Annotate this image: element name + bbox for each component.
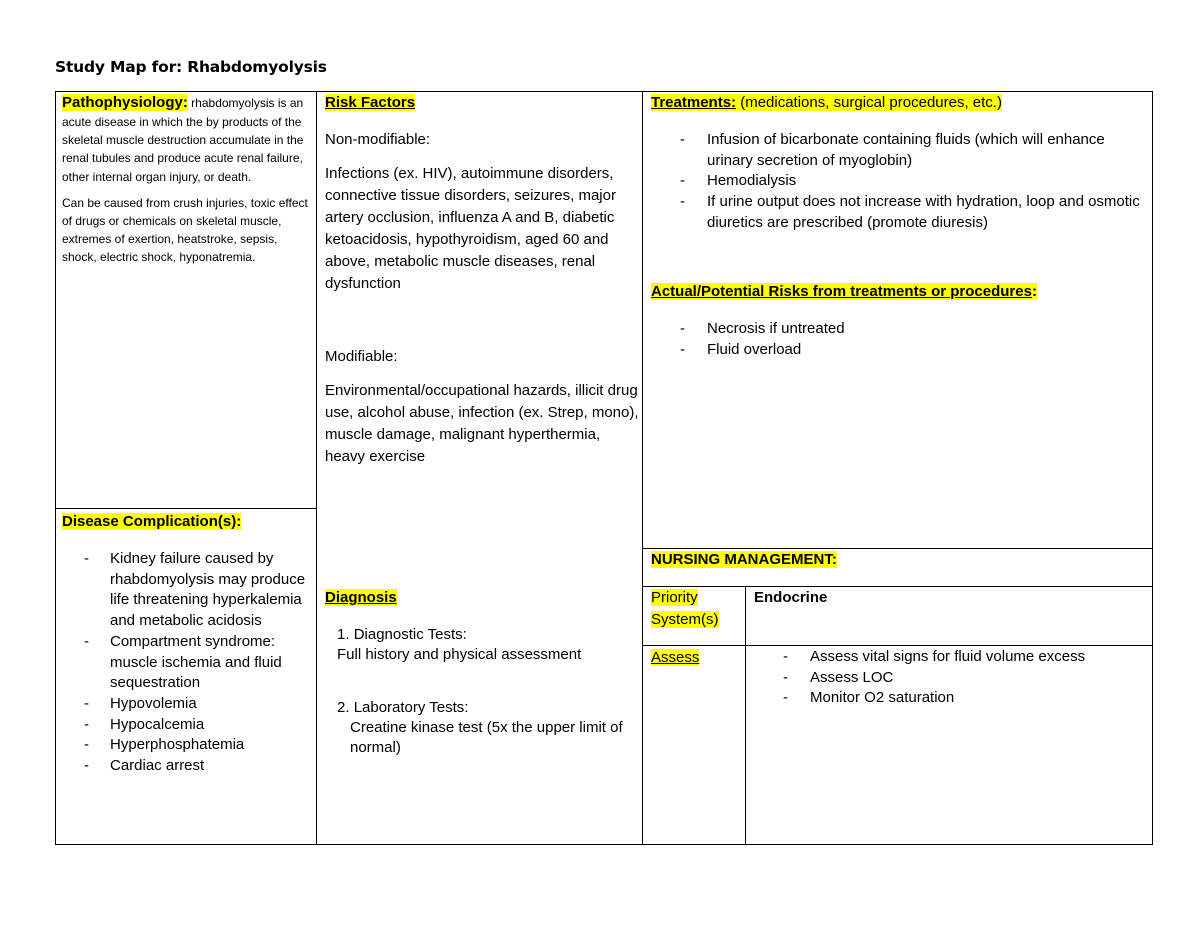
row-divider-left [55, 508, 317, 509]
nonmodifiable-text: Infections (ex. HIV), autoimmune disorders, connective tissue disorders, seizures, major artery occlusion, influenza A and B, diabetic ketoacidosis, hypothyroidism, aged 60 and above, metabolic muscle diseases, renal dysfunction [325, 165, 616, 292]
pathophysiology-cell [62, 93, 312, 267]
row-divider-assess [642, 645, 1153, 646]
modifiable-label: Modifiable: [325, 348, 398, 365]
pathophysiology-text: rhabdomyolysis is an acute disease in which the by products of the skeletal muscle destruction accumulate in the renal tubules and produce acute renal failure, other internal organ injury, or death. [62, 96, 304, 184]
laboratory-tests-number: 2. [337, 699, 350, 716]
document-title: Study Map for: Rhabdomyolysis [55, 58, 327, 76]
nursing-management-cell [651, 550, 1149, 570]
nursing-management-heading: NURSING MANAGEMENT: [651, 551, 837, 568]
list-item: - Hypocalcemia [55, 715, 307, 736]
list-item: - Necrosis if untreated [651, 319, 1149, 340]
treatments-heading: Treatments: [651, 94, 737, 111]
list-item: - Assess LOC [754, 668, 1149, 689]
treatments-subheading: (medications, surgical procedures, etc.) [736, 94, 1002, 111]
risk-factors-heading: Risk Factors [325, 94, 416, 111]
pathophysiology-causes: Can be caused from crush injuries, toxic effect of drugs or chemicals on skeletal muscle, extremes of exertion, heatstroke, sepsis, shock, electric shock, hyponatremia. [62, 195, 308, 265]
pathophysiology-colon: : [182, 94, 188, 111]
pathophysiology-heading: Pathophysiology [62, 94, 183, 111]
risks-heading: Actual/Potential Risks from treatments or procedures [651, 283, 1032, 300]
list-item: - Assess vital signs for fluid volume excess [754, 647, 1149, 668]
assess-label-cell [651, 647, 741, 669]
laboratory-tests-text: Creatine kinase test (5x the upper limit of normal) [350, 719, 623, 756]
priority-value-cell [754, 588, 1149, 608]
risks-cell [651, 282, 1149, 360]
laboratory-tests-label: Laboratory Tests: [353, 699, 469, 716]
list-item: - Monitor O2 saturation [754, 688, 1149, 709]
diagnostic-tests-text: Full history and physical assessment [337, 646, 582, 663]
modifiable-text: Environmental/occupational hazards, illicit drug use, alcohol abuse, infection (ex. Strep, mono), muscle damage, malignant hyperthermia, heavy exercise [325, 382, 639, 465]
risks-list [651, 319, 1149, 360]
list-item: - Hemodialysis [651, 171, 1149, 192]
list-item: - Kidney failure caused by rhabdomyolysis may produce life threatening hyperkalemia and metabolic acidosis [55, 549, 307, 632]
treatments-list [651, 130, 1149, 234]
risks-colon: : [1031, 283, 1037, 300]
priority-systems-label: Priority System(s) [651, 589, 719, 628]
diagnostic-tests-number: 1. [337, 626, 350, 643]
list-item: - If urine output does not increase with hydration, loop and osmotic diuretics are prescribed (promote diuresis) [651, 192, 1149, 233]
diagnosis-heading: Diagnosis [325, 589, 397, 606]
list-item: - Hypovolemia [55, 694, 307, 715]
assess-items-cell [754, 647, 1149, 709]
complications-heading: Disease Complication(s): [62, 513, 242, 530]
priority-label-cell [651, 587, 741, 631]
diagnostic-tests-label: Diagnostic Tests: [353, 626, 467, 643]
list-item: - Cardiac arrest [55, 756, 307, 777]
list-item: - Infusion of bicarbonate containing fluids (which will enhance urinary secretion of myoglobin) [651, 130, 1149, 171]
diagnosis-cell [325, 588, 639, 758]
column-divider-2 [642, 91, 643, 845]
row-divider-nursing [642, 548, 1153, 549]
list-item: - Fluid overload [651, 340, 1149, 361]
nonmodifiable-label: Non-modifiable: [325, 131, 431, 148]
laboratory-tests-item [325, 698, 639, 718]
complications-cell [62, 512, 314, 777]
complications-list [62, 549, 314, 777]
nursing-column-divider [745, 586, 746, 845]
treatments-cell [651, 92, 1149, 234]
assess-label: Assess [651, 649, 700, 666]
priority-systems-value: Endocrine [754, 589, 828, 606]
column-divider-1 [316, 91, 317, 845]
list-item: - Hyperphosphatemia [55, 735, 307, 756]
diagnostic-tests-item [325, 625, 639, 645]
risk-factors-cell [325, 92, 639, 468]
assess-list [754, 647, 1149, 709]
list-item: - Compartment syndrome: muscle ischemia and fluid sequestration [55, 632, 307, 694]
